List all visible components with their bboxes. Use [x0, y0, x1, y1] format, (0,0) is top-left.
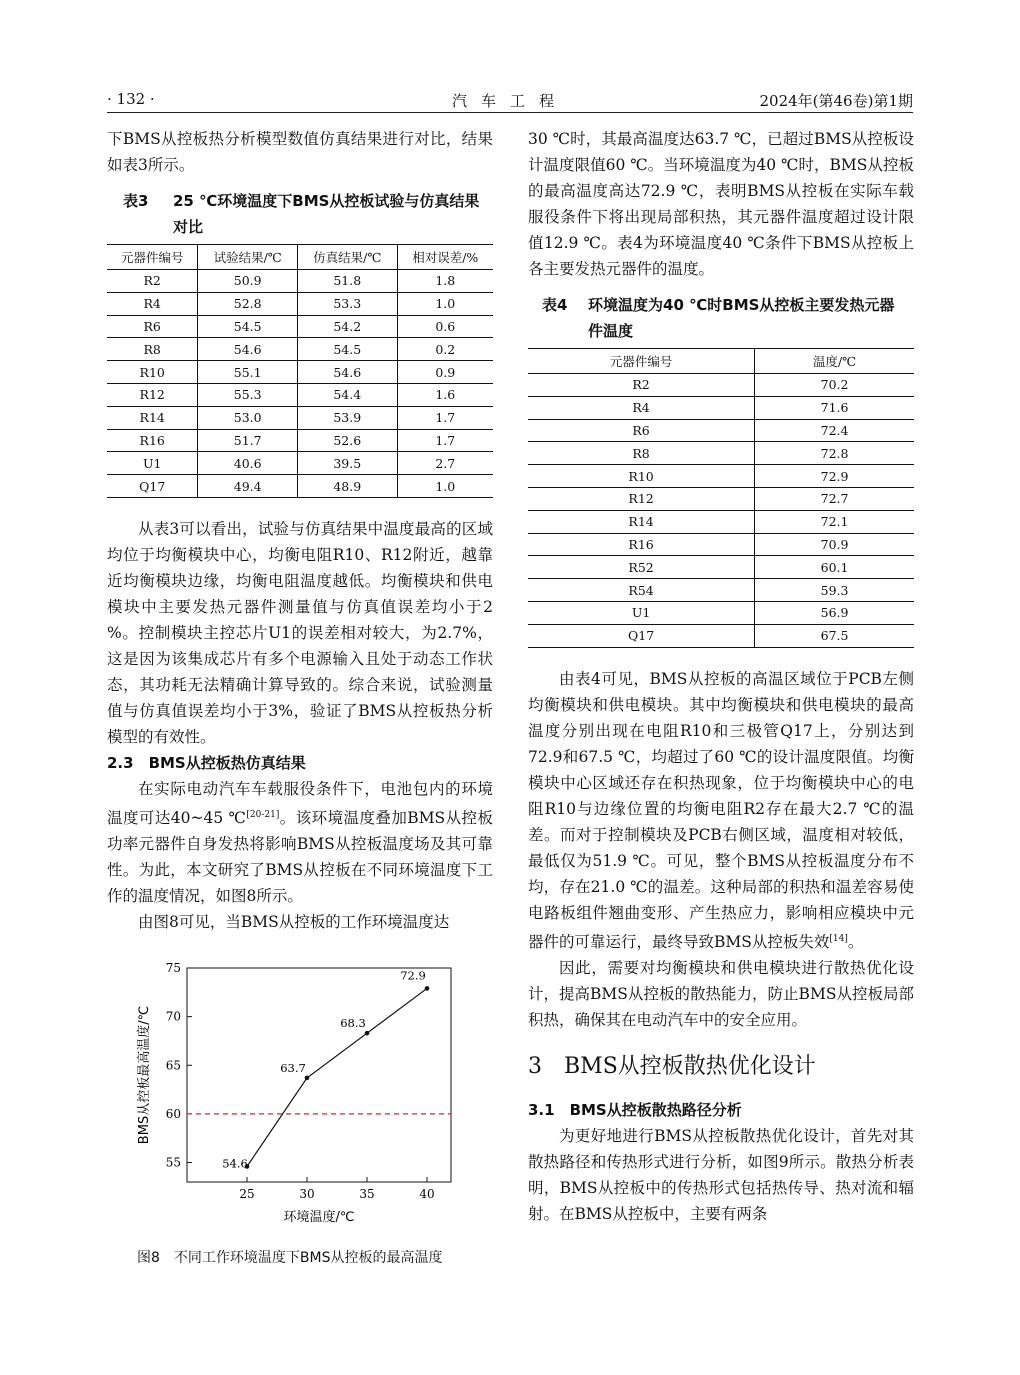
table4-caption: [528, 292, 914, 344]
intro-paragraph: 下BMS从控板热分析模型数值仿真结果进行对比，结果如表3所示。: [107, 130, 493, 174]
table3-cell: R2: [107, 270, 198, 293]
table4-cell: R52: [528, 556, 755, 579]
table4-cell: 72.1: [755, 510, 914, 533]
x-axis-label: 环境温度/℃: [283, 1210, 355, 1225]
journal-name: 汽车工程: [451, 92, 568, 110]
table4-cell: 72.8: [755, 442, 914, 465]
table3-cell: 39.5: [297, 452, 397, 475]
table4-cell: 72.9: [755, 465, 914, 488]
table4-title: 环境温度为40 ℃时BMS从控板主要发热元器件温度: [588, 296, 895, 340]
table3-caption: [107, 188, 493, 240]
table4-cell: 56.9: [755, 601, 914, 624]
citation-20-21: [20-21]: [246, 809, 280, 820]
table4-row: [528, 624, 914, 647]
table4-cell: R14: [528, 510, 755, 533]
volume-info: 2024年(第46卷)第1期: [759, 92, 913, 110]
table3-header-cell: 元器件编号: [107, 245, 198, 270]
table4-cell: R54: [528, 579, 755, 602]
citation-14: [14]: [829, 933, 848, 944]
table4-cell: R16: [528, 533, 755, 556]
page-number: · 132 ·: [107, 90, 155, 108]
table3-row: [107, 338, 493, 361]
table3-title: 25 ℃环境温度下BMS从控板试验与仿真结果对比: [173, 192, 480, 236]
table3-cell: 55.1: [198, 361, 298, 384]
table3-cell: 1.0: [397, 475, 493, 498]
x-tick-label: 30: [299, 1187, 315, 1201]
running-header: [107, 88, 913, 113]
table3-row: [107, 475, 493, 498]
table3-cell: 54.6: [297, 361, 397, 384]
table3-row: [107, 383, 493, 406]
data-label: 72.9: [400, 968, 426, 983]
table3-cell: 0.2: [397, 338, 493, 361]
figure8-caption: 图8 不同工作环境温度下BMS从控板的最高温度: [137, 1250, 443, 1266]
table3-cell: R6: [107, 315, 198, 338]
table4-row: [528, 442, 914, 465]
series-line: [247, 988, 427, 1166]
figure8-intro-paragraph: 由图8可见，当BMS从控板的工作环境温度达: [138, 913, 450, 932]
table4-cell: 71.6: [755, 396, 914, 419]
table4-header-cell: 元器件编号: [528, 349, 755, 374]
table3-cell: 1.7: [397, 406, 493, 429]
data-point: [365, 1031, 370, 1036]
section-2-3-heading: 2.3 BMS从控板热仿真结果: [107, 753, 306, 772]
table3-cell: R10: [107, 361, 198, 384]
table3-cell: 54.5: [198, 315, 298, 338]
table3-cell: 51.7: [198, 429, 298, 452]
table3-cell: 1.0: [397, 292, 493, 315]
table3-cell: 52.6: [297, 429, 397, 452]
table4-cell: 72.7: [755, 487, 914, 510]
table4-row: [528, 374, 914, 397]
table3: [107, 244, 493, 498]
y-tick-label: 65: [165, 1058, 181, 1073]
table3-row: [107, 315, 493, 338]
table3-cell: R16: [107, 429, 198, 452]
y-axis-label: BMS从控板最高温度/℃: [137, 1005, 152, 1145]
table3-header-cell: 相对误差/%: [397, 245, 493, 270]
x-tick-label: 40: [419, 1187, 435, 1201]
table3-cell: 54.2: [297, 315, 397, 338]
section-3-1-heading: 3.1 BMS从控板散热路径分析: [528, 1100, 742, 1119]
table4-cell: 70.2: [755, 374, 914, 397]
table3-cell: 48.9: [297, 475, 397, 498]
table4-cell: 70.9: [755, 533, 914, 556]
data-label: 54.6: [222, 1156, 248, 1171]
table3-cell: 0.6: [397, 315, 493, 338]
table4-row: [528, 579, 914, 602]
right-paragraph-1: 30 ℃时，其最高温度达63.7 ℃，已超过BMS从控板设计温度限值60 ℃。当环境温度为40 ℃时，BMS从控板的最高温度高达72.9 ℃，表明BMS从控板在实际车载服役条件下将出现局部积热，其元器件温度超过设计限值12.9 ℃。表4为环境温度40 ℃条件下BMS从控板上各主要发热元器件的温度。: [528, 130, 914, 278]
table3-cell: R14: [107, 406, 198, 429]
table3-cell: R12: [107, 383, 198, 406]
table3-cell: 2.7: [397, 452, 493, 475]
table4-cell: R8: [528, 442, 755, 465]
table4-cell: R12: [528, 487, 755, 510]
section-3-heading: 3 BMS从控板散热优化设计: [528, 1053, 816, 1079]
x-tick-label: 25: [239, 1187, 255, 1201]
table3-cell: 54.6: [198, 338, 298, 361]
table4-row: [528, 419, 914, 442]
table3-cell: 51.8: [297, 270, 397, 293]
right-column: [528, 126, 914, 1227]
table3-cell: 53.3: [297, 292, 397, 315]
table4-cell: R10: [528, 465, 755, 488]
data-label: 63.7: [280, 1060, 306, 1075]
table3-cell: 1.6: [397, 383, 493, 406]
table4-label: 表4: [542, 296, 568, 314]
right-paragraph-4: 为更好地进行BMS从控板散热优化设计，首先对其散热路径和传热形式进行分析，如图9所示。散热分析表明，BMS从控板中的传热形式包括热传导、热对流和辐射。在BMS从控板中，主要有两条: [528, 1126, 914, 1223]
table4-cell: 59.3: [755, 579, 914, 602]
left-column: [107, 126, 493, 935]
right-paragraph-3: 因此，需要对均衡模块和供电模块进行散热优化设计，提高BMS从控板的散热能力，防止BMS从控板局部积热，确保其在电动汽车中的安全应用。: [528, 958, 914, 1029]
table3-header-cell: 试验结果/℃: [198, 245, 298, 270]
table3-row: [107, 452, 493, 475]
table4-header-cell: 温度/℃: [755, 349, 914, 374]
data-point: [425, 986, 430, 991]
table3-cell: 54.4: [297, 383, 397, 406]
table4-row: [528, 510, 914, 533]
table3-cell: 1.8: [397, 270, 493, 293]
table3-header-cell: 仿真结果/℃: [297, 245, 397, 270]
table3-cell: 0.9: [397, 361, 493, 384]
table3-cell: 1.7: [397, 429, 493, 452]
table3-cell: U1: [107, 452, 198, 475]
table3-cell: R8: [107, 338, 198, 361]
y-tick-label: 75: [165, 961, 181, 975]
table3-label: 表3: [123, 192, 149, 210]
table3-cell: 49.4: [198, 475, 298, 498]
table3-cell: 52.8: [198, 292, 298, 315]
table4-cell: R4: [528, 396, 755, 419]
table3-row: [107, 292, 493, 315]
table4-cell: Q17: [528, 624, 755, 647]
table3-cell: Q17: [107, 475, 198, 498]
table3-row: [107, 270, 493, 293]
table3-cell: R4: [107, 292, 198, 315]
table3-cell: 40.6: [198, 452, 298, 475]
y-tick-label: 55: [165, 1155, 181, 1170]
table4-row: [528, 396, 914, 419]
figure8-chart: [130, 955, 470, 1235]
table3-cell: 53.0: [198, 406, 298, 429]
table3-row: [107, 429, 493, 452]
table4-row: [528, 601, 914, 624]
table4-row: [528, 465, 914, 488]
table4-cell: U1: [528, 601, 755, 624]
environment-paragraph: 在实际电动汽车车载服役条件下，电池包内的环境温度可达40~45 ℃[20-21]。该环境温度叠加BMS从控板功率元器件自身发热将影响BMS从控板温度场及其可靠性。为此，本文研究了BMS从控板在不同环境温度下工作的温度情况，如图8所示。: [107, 779, 494, 906]
table4-cell: 72.4: [755, 419, 914, 442]
table4-row: [528, 487, 914, 510]
table4-row: [528, 533, 914, 556]
table3-cell: 50.9: [198, 270, 298, 293]
table4-cell: 67.5: [755, 624, 914, 647]
table4-cell: R2: [528, 374, 755, 397]
table3-cell: 53.9: [297, 406, 397, 429]
table3-cell: 55.3: [198, 383, 298, 406]
x-tick-label: 35: [359, 1187, 375, 1201]
table4-row: [528, 556, 914, 579]
table3-cell: 54.5: [297, 338, 397, 361]
table3-row: [107, 361, 493, 384]
table4-cell: 60.1: [755, 556, 914, 579]
data-point: [305, 1076, 310, 1081]
y-tick-label: 70: [165, 1009, 181, 1024]
data-label: 68.3: [340, 1016, 366, 1031]
analysis-paragraph: 从表3可以看出，试验与仿真结果中温度最高的区域均位于均衡模块中心，均衡电阻R10、R12附近，越靠近均衡模块边缘，均衡电阻温度越低。均衡模块和供电模块中主要发热元器件测量值与仿真值误差均小于2 %。控制模块主控芯片U1的误差相对较大，为2.7%，这是因为该集成芯片有多个电源输入且处于动态工作状态，其功耗无法精确计算导致的。综合来说，试验测量值与仿真值误差均小于3%，验证了BMS从控板热分析模型的有效性。: [107, 519, 493, 746]
table4: [528, 348, 914, 648]
y-tick-label: 60: [165, 1106, 181, 1121]
table4-cell: R6: [528, 419, 755, 442]
table3-row: [107, 406, 493, 429]
right-paragraph-2: 由表4可见，BMS从控板的高温区域位于PCB左侧均衡模块和供电模块。其中均衡模块和供电模块的最高温度分别出现在电阻R10和三极管Q17上，分别达到72.9和67.5 ℃，均超过了60 ℃的设计温度限值。均衡模块中心区域还存在积热现象，位于均衡模块中心的电阻R10与边缘位置的均衡电阻R2存在最大2.7 ℃的温差。而对于控制模块及PCB右侧区域，温度相对较低，最低仅为51.9 ℃。可见，整个BMS从控板温度分布不均，存在21.0 ℃的温差。这种局部的积热和温差容易使电路板组件翘曲变形、产生热应力，影响相应模块中元器件的可靠运行，最终导致BMS从控板失效[14]。: [528, 669, 914, 951]
